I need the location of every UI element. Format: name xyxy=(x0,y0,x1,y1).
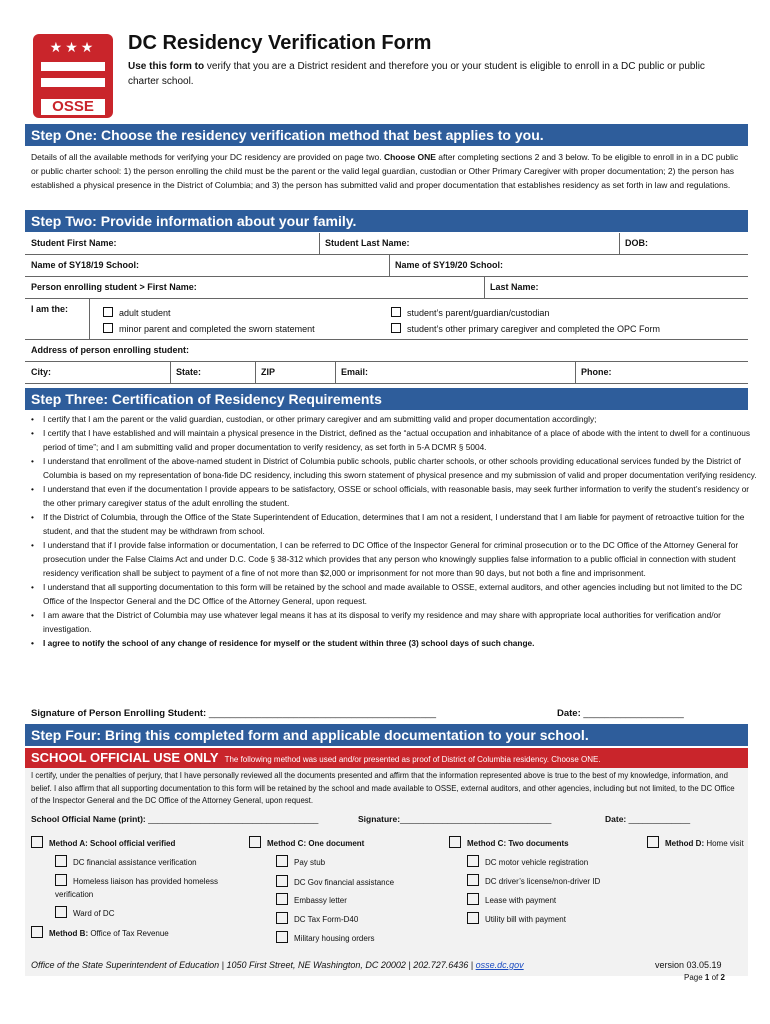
step-two-heading: Step Two: Provide information about your family. xyxy=(25,210,748,232)
student-first-name-field[interactable]: Student First Name: xyxy=(31,238,117,248)
option-label: student’s other primary caregiver and completed the OPC Form xyxy=(407,324,660,334)
dob-field[interactable]: DOB: xyxy=(625,238,648,248)
page-title: DC Residency Verification Form xyxy=(128,32,432,54)
method-a-item[interactable] xyxy=(55,855,197,869)
method-c-two-label: Method C: Two documents xyxy=(467,839,569,848)
list-item: • I certify that I have established and will maintain a physical presence in the District, defined as the “actual occupation and inhabitance of a place of abode with the intent to dwell for a continuous period of time”; and I am submitting valid and proper documentation to verify residency, as set forth in 5-A DCMR § 5004. xyxy=(41,426,761,454)
divider xyxy=(389,255,390,276)
school-official-subtitle: The following method was used and/or presented as proof of District of Columbia residency. Choose ONE. xyxy=(224,755,601,764)
person-first-name-field[interactable]: Person enrolling student > First Name: xyxy=(31,282,197,292)
list-item: • I am aware that the District of Columbia may use whatever legal means it has at its disposal to verify my residence and may share with appropriate local authorities for verification and/or investigation. xyxy=(41,608,761,636)
official-signature-field[interactable] xyxy=(358,814,551,824)
option-label: minor parent and completed the sworn statement xyxy=(119,324,315,334)
checkbox-icon[interactable] xyxy=(467,874,479,886)
option-label: adult student xyxy=(119,308,171,318)
address-field[interactable]: Address of person enrolling student: xyxy=(31,345,190,355)
divider xyxy=(335,362,336,383)
method-c-item-label: DC Tax Form-D40 xyxy=(294,915,359,924)
method-c-one-item[interactable] xyxy=(276,855,325,869)
person-row xyxy=(25,277,748,299)
list-item: • I agree to notify the school of any change of residence for myself or the student within three (3) school days of such change. xyxy=(41,636,761,650)
intro-text xyxy=(128,59,728,89)
checkbox-icon[interactable] xyxy=(276,931,288,943)
method-c-item-label: DC Gov financial assistance xyxy=(294,878,395,887)
official-name-field[interactable] xyxy=(31,814,318,824)
checkbox-icon[interactable] xyxy=(55,855,67,867)
list-item: • If the District of Columbia, through the Office of the State Superintendent of Education, determines that I am not a resident, I understand that I am liable for payment of retroactive tuition for the student, and that the student may be withdrawn from school. xyxy=(41,510,761,538)
list-item: • I understand that enrollment of the above-named student in District of Columbia public schools, public charter schools, or other schools providing educational services funded by the District of Columbia is based on my representation of bona-fide DC residency, including this sworn statement of physical presence and my submission of valid and proper documentation verifying residency. xyxy=(41,454,761,482)
method-a-label: Method A: School official verified xyxy=(49,839,176,848)
method-d-option[interactable] xyxy=(647,836,747,850)
checkbox-icon[interactable] xyxy=(31,836,43,848)
official-date-label: Date: xyxy=(605,814,627,824)
method-c-item-label: Military housing orders xyxy=(294,934,375,943)
official-name-line[interactable]: ____________________________________ xyxy=(145,814,319,824)
version-label: version 03.05.19 xyxy=(655,960,722,970)
checkbox-icon[interactable] xyxy=(31,926,43,938)
method-c-one-item[interactable] xyxy=(276,875,394,889)
method-a-item-label: Ward of DC xyxy=(73,909,115,918)
enrolling-signature-field[interactable] xyxy=(31,708,436,719)
method-b-label: Office of Tax Revenue xyxy=(88,929,169,938)
flag-bar xyxy=(41,62,105,71)
step-one-text-b: after completing sections 2 and 3 below. To be eligible to enroll in in a DC public or public charter school: 1) the person enrolling the child must be the parent or the valid legal guardian, custodian or Other Primary Caregiver with proper documentation; 2) the person has established a physical presence in the District of Columbia; and 3) the person has submitted valid and proper documentation that establishes residency as set forth in law and regulations. xyxy=(31,152,739,190)
step-one-bold: Choose ONE xyxy=(383,152,436,162)
checkbox-icon[interactable] xyxy=(391,307,401,317)
method-a-option[interactable] xyxy=(31,836,175,850)
divider xyxy=(575,362,576,383)
dc-flag-stars: ★★★ xyxy=(49,40,97,56)
certification-list xyxy=(29,412,761,650)
state-field[interactable]: State: xyxy=(176,367,202,377)
method-c-one-option[interactable] xyxy=(249,836,364,850)
method-c-one-label: Method C: One document xyxy=(267,839,365,848)
email-field[interactable]: Email: xyxy=(341,367,369,377)
method-c-two-option[interactable] xyxy=(449,836,569,850)
checkbox-icon[interactable] xyxy=(103,307,113,317)
page-total: 2 xyxy=(720,973,725,982)
page-label: Page xyxy=(684,973,705,982)
school-official-heading xyxy=(25,748,748,768)
student-name-row xyxy=(25,233,748,255)
step-one-text xyxy=(31,150,743,192)
official-date-field[interactable] xyxy=(605,814,690,824)
osse-link[interactable]: osse.dc.gov xyxy=(475,960,524,970)
list-item: • I understand that all supporting documentation to this form will be retained by the school and made available to OSSE, external auditors, and other agencies including but not limited to the DC Office of the Inspector General and the DC Office of the Attorney General, upon request. xyxy=(41,580,761,608)
method-c-two-item[interactable] xyxy=(467,874,600,888)
method-d-label: Home visit xyxy=(704,839,744,848)
official-signature-line[interactable]: ________________________________ xyxy=(400,814,552,824)
checkbox-icon[interactable] xyxy=(249,836,261,848)
method-c-item-label: DC motor vehicle registration xyxy=(485,858,589,867)
minor-parent-option[interactable] xyxy=(103,323,315,334)
list-item: • I understand that if I provide false information or documentation, I can be referred to DC Office of the Inspector General for criminal prosecution or to the DC Office of the Attorney General for prosecution under the False Claims Act and under D.C. Code § 38-312 which provides that any person who knowingly supplies false information to a public official in connection with student residency verification shall be subject to payment of a fine of not more than $2,000 or imprisonment for not more than 90 days, but not both a fine and imprisonment. xyxy=(41,538,761,580)
method-c-item-label: Lease with payment xyxy=(485,896,557,905)
official-name-label: School Official Name (print): xyxy=(31,814,146,824)
method-c-item-label: Utility bill with payment xyxy=(485,915,566,924)
method-a-item-label: DC financial assistance verification xyxy=(73,858,197,867)
option-label: student’s parent/guardian/custodian xyxy=(407,308,550,318)
school-official-title: SCHOOL OFFICIAL USE ONLY xyxy=(31,750,219,765)
method-c-item-label: DC driver’s license/non-driver ID xyxy=(485,877,601,886)
step-one-heading: Step One: Choose the residency verification method that best applies to you. xyxy=(25,124,748,146)
i-am-label: I am the: xyxy=(31,304,69,314)
other-caregiver-option[interactable] xyxy=(391,323,660,334)
parent-guardian-option[interactable] xyxy=(391,307,549,318)
sy18-school-field[interactable]: Name of SY18/19 School: xyxy=(31,260,140,270)
divider xyxy=(319,233,320,254)
method-c-one-item[interactable] xyxy=(276,893,347,907)
sy19-school-field[interactable]: Name of SY19/20 School: xyxy=(395,260,504,270)
method-c-one-item[interactable] xyxy=(276,931,374,945)
official-date-line[interactable]: _____________ xyxy=(626,814,691,824)
contact-row xyxy=(25,362,748,384)
address-row xyxy=(25,340,748,362)
page-number xyxy=(684,973,725,982)
checkbox-icon[interactable] xyxy=(467,893,479,905)
checkbox-icon[interactable] xyxy=(276,893,288,905)
divider xyxy=(484,277,485,298)
method-c-two-item[interactable] xyxy=(467,893,556,907)
step-three-heading: Step Three: Certification of Residency Requirements xyxy=(25,388,748,410)
student-last-name-field[interactable]: Student Last Name: xyxy=(325,238,410,248)
divider xyxy=(255,362,256,383)
intro-bold: Use this form to xyxy=(128,61,205,72)
zip-field[interactable]: ZIP xyxy=(261,367,276,377)
method-a-item-label: Homeless liaison has provided homeless verification xyxy=(55,877,218,899)
city-field[interactable]: City: xyxy=(31,367,51,377)
footer-address xyxy=(31,960,524,970)
checkbox-icon[interactable] xyxy=(449,836,461,848)
enrolling-date-field[interactable] xyxy=(557,708,684,719)
adult-student-option[interactable] xyxy=(103,307,171,318)
list-item: • I certify that I am the parent or the valid guardian, custodian, or other primary caregiver and am submitting valid and proper documentation accordingly; xyxy=(41,412,761,426)
checkbox-icon[interactable] xyxy=(467,855,479,867)
signature-label: Signature of Person Enrolling Student: xyxy=(31,708,207,719)
method-a-item[interactable] xyxy=(55,874,225,901)
school-row xyxy=(25,255,748,277)
method-b-option[interactable] xyxy=(31,926,169,940)
date-line[interactable]: ___________________ xyxy=(583,708,684,719)
divider xyxy=(619,233,620,254)
checkbox-icon[interactable] xyxy=(391,323,401,333)
osse-logo xyxy=(33,34,113,118)
intro-rest: verify that you are a District resident and therefore you or your student is eligible to enroll in a DC public or public charter school. xyxy=(128,61,705,87)
step-four-heading: Step Four: Bring this completed form and applicable documentation to your school. xyxy=(25,724,748,746)
method-c-one-item[interactable] xyxy=(276,912,358,926)
date-label: Date: xyxy=(557,708,581,719)
checkbox-icon[interactable] xyxy=(276,875,288,887)
person-last-name-field[interactable]: Last Name: xyxy=(490,282,539,292)
logo-text: OSSE xyxy=(38,96,108,118)
method-c-item-label: Pay stub xyxy=(294,858,326,867)
checkbox-icon[interactable] xyxy=(276,912,288,924)
footer-text: Office of the State Superintendent of Education | 1050 First Street, NE Washington, DC 20002 | 202.727.6436 | xyxy=(31,960,476,970)
page-of: of xyxy=(709,973,721,982)
phone-field[interactable]: Phone: xyxy=(581,367,612,377)
step-one-text-a: Details of all the available methods for verifying your DC residency are provided on page two. xyxy=(31,152,384,162)
method-c-item-label: Embassy letter xyxy=(294,896,347,905)
method-d-bold: Method D: xyxy=(665,839,705,848)
divider xyxy=(170,362,171,383)
divider xyxy=(89,299,90,339)
method-b-bold: Method B: xyxy=(49,929,89,938)
flag-bar xyxy=(41,78,105,87)
list-item: • I understand that even if the documentation I provide appears to be satisfactory, OSSE or school officials, with reasonable basis, may seek further information to verify the student’s residency or the other primary caregiver status of the adult enrolling the student. xyxy=(41,482,761,510)
official-certify-text: I certify, under the penalties of perjury, that I have personally reviewed all the documents presented and affirm that the information represented above is true to the best of my knowledge, information, and belief. I also affirm that all supporting documentation to this form will be retained by the school and made available to OSSE, external auditors, and other agencies, including but not limited, to the DC Office of the Inspector General and the DC Office of the Attorney General, upon request. xyxy=(31,771,735,805)
method-c-two-item[interactable] xyxy=(467,912,566,926)
checkbox-icon[interactable] xyxy=(55,906,67,918)
checkbox-icon[interactable] xyxy=(276,855,288,867)
checkbox-icon[interactable] xyxy=(647,836,659,848)
checkbox-icon[interactable] xyxy=(103,323,113,333)
checkbox-icon[interactable] xyxy=(55,874,67,886)
method-c-two-item[interactable] xyxy=(467,855,588,869)
official-signature-label: Signature: xyxy=(358,814,401,824)
signature-line[interactable]: ___________________________________________ xyxy=(208,708,437,719)
checkbox-icon[interactable] xyxy=(467,912,479,924)
page-current: 1 xyxy=(704,973,710,982)
method-a-item[interactable] xyxy=(55,906,115,920)
